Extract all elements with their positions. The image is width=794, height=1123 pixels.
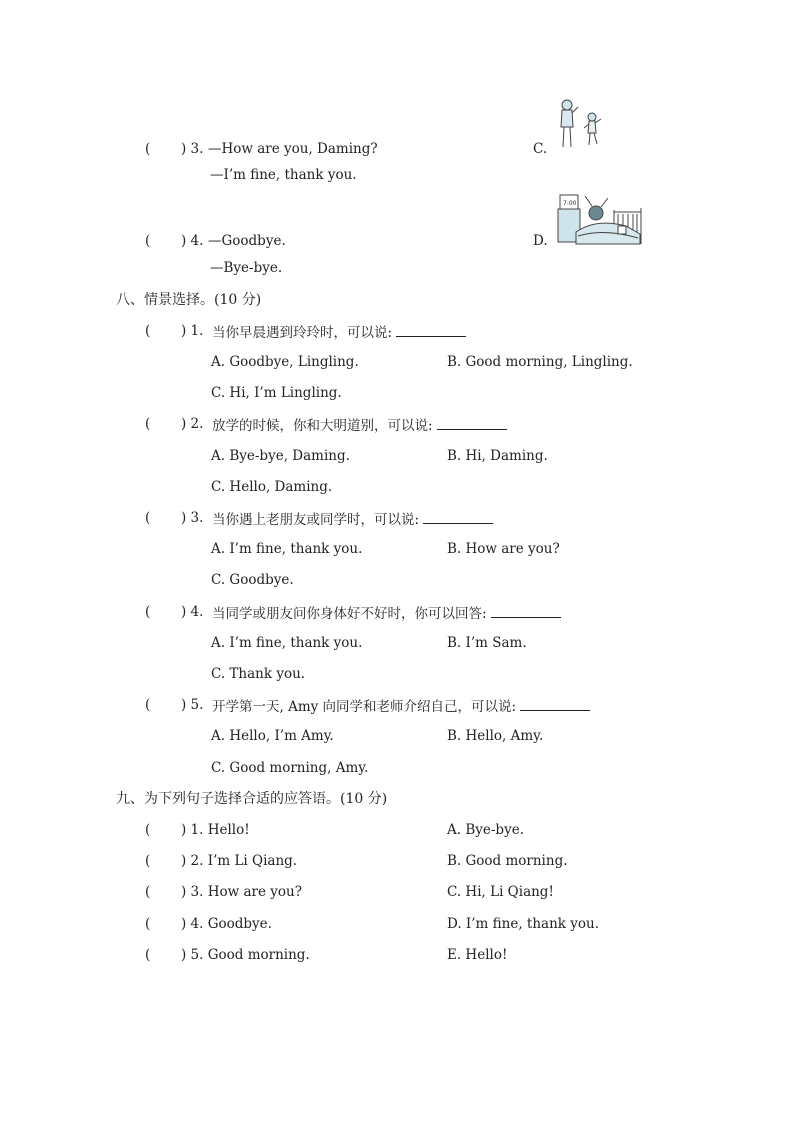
q8-4-prompt-line <box>212 603 561 623</box>
q8-4-option-b: B. I’m Sam. <box>447 635 527 651</box>
q8-5-prompt-line <box>212 696 590 716</box>
q8-4-option-c: C. Thank you. <box>211 666 306 682</box>
part8-heading: 八、情景选择。(10 分) <box>116 292 262 308</box>
q8-1-prompt: 当你早晨遇到玲玲时，可以说: <box>212 325 393 341</box>
q8-1-prompt-line <box>212 322 466 342</box>
q9-answer-d: D. I’m fine, thank you. <box>447 916 599 932</box>
q8-3-option-b: B. How are you? <box>447 541 560 557</box>
q9-5-question: ) 5. Good morning. <box>181 947 310 963</box>
q9-2-paren: ( <box>145 853 151 869</box>
q8-2-prompt: 放学的时候，你和大明道别，可以说: <box>212 418 433 434</box>
q9-answer-a: A. Bye-bye. <box>447 822 524 838</box>
q7-option-c-letter: C. <box>533 141 548 157</box>
clock-time: 7:00 <box>563 200 577 207</box>
answer-blank[interactable] <box>491 603 561 618</box>
q9-1-question: ) 1. Hello! <box>181 822 250 838</box>
q8-5-option-a: A. Hello, I’m Amy. <box>211 728 334 744</box>
part9-heading: 九、为下列句子选择合适的应答语。(10 分) <box>116 791 388 807</box>
q8-2-number: ) 2. <box>181 416 204 432</box>
q8-3-number: ) 3. <box>181 510 204 526</box>
q9-answer-e: E. Hello! <box>447 947 508 963</box>
q8-3-option-c: C. Goodbye. <box>211 572 294 588</box>
q8-2-prompt-line <box>212 415 507 435</box>
q8-3-prompt-line <box>212 509 493 529</box>
q9-answer-c: C. Hi, Li Qiang! <box>447 884 554 900</box>
q9-4-paren: ( <box>145 916 151 932</box>
answer-blank[interactable] <box>396 322 466 337</box>
q8-1-option-c: C. Hi, I’m Lingling. <box>211 385 342 401</box>
q8-3-prompt: 当你遇上老朋友或同学时，可以说: <box>212 512 420 528</box>
q7-4-line1: —Goodbye. <box>208 233 286 249</box>
answer-blank[interactable] <box>423 509 493 524</box>
q7-3-number: ) 3. <box>181 141 204 157</box>
q8-1-option-a: A. Goodbye, Lingling. <box>211 354 359 370</box>
q8-1-option-b: B. Good morning, Lingling. <box>447 354 633 370</box>
q7-3-paren: ( <box>145 141 151 157</box>
q8-2-option-b: B. Hi, Daming. <box>447 448 548 464</box>
q8-1-number: ) 1. <box>181 323 204 339</box>
q9-answer-b: B. Good morning. <box>447 853 568 869</box>
q7-4-number: ) 4. <box>181 233 204 249</box>
q8-1-paren: ( <box>145 323 151 339</box>
answer-blank[interactable] <box>437 415 507 430</box>
q7-3-line2: —I’m fine, thank you. <box>210 167 357 183</box>
q7-3-line1: —How are you, Daming? <box>208 141 378 157</box>
q9-3-question: ) 3. How are you? <box>181 884 302 900</box>
wake-up-in-bed-image <box>556 192 644 248</box>
q8-5-prompt: 开学第一天, Amy 向同学和老师介绍自己，可以说: <box>212 699 517 715</box>
q8-2-paren: ( <box>145 416 151 432</box>
adult-child-greeting-image <box>554 97 606 153</box>
q9-3-paren: ( <box>145 884 151 900</box>
q8-4-prompt: 当同学或朋友问你身体好不好时，你可以回答: <box>212 606 487 622</box>
answer-blank[interactable] <box>520 696 590 711</box>
q7-4-line2: —Bye-bye. <box>210 260 283 276</box>
q9-1-paren: ( <box>145 822 151 838</box>
q8-3-paren: ( <box>145 510 151 526</box>
q9-4-question: ) 4. Goodbye. <box>181 916 272 932</box>
q8-4-number: ) 4. <box>181 604 204 620</box>
q8-5-paren: ( <box>145 697 151 713</box>
q7-4-paren: ( <box>145 233 151 249</box>
q7-option-d-letter: D. <box>533 233 548 249</box>
q8-4-paren: ( <box>145 604 151 620</box>
q8-5-option-b: B. Hello, Amy. <box>447 728 544 744</box>
q8-5-option-c: C. Good morning, Amy. <box>211 760 369 776</box>
q8-5-number: ) 5. <box>181 697 204 713</box>
q8-4-option-a: A. I’m fine, thank you. <box>211 635 363 651</box>
q8-2-option-c: C. Hello, Daming. <box>211 479 333 495</box>
q8-2-option-a: A. Bye-bye, Daming. <box>211 448 350 464</box>
q8-3-option-a: A. I’m fine, thank you. <box>211 541 363 557</box>
q9-2-question: ) 2. I’m Li Qiang. <box>181 853 298 869</box>
q9-5-paren: ( <box>145 947 151 963</box>
